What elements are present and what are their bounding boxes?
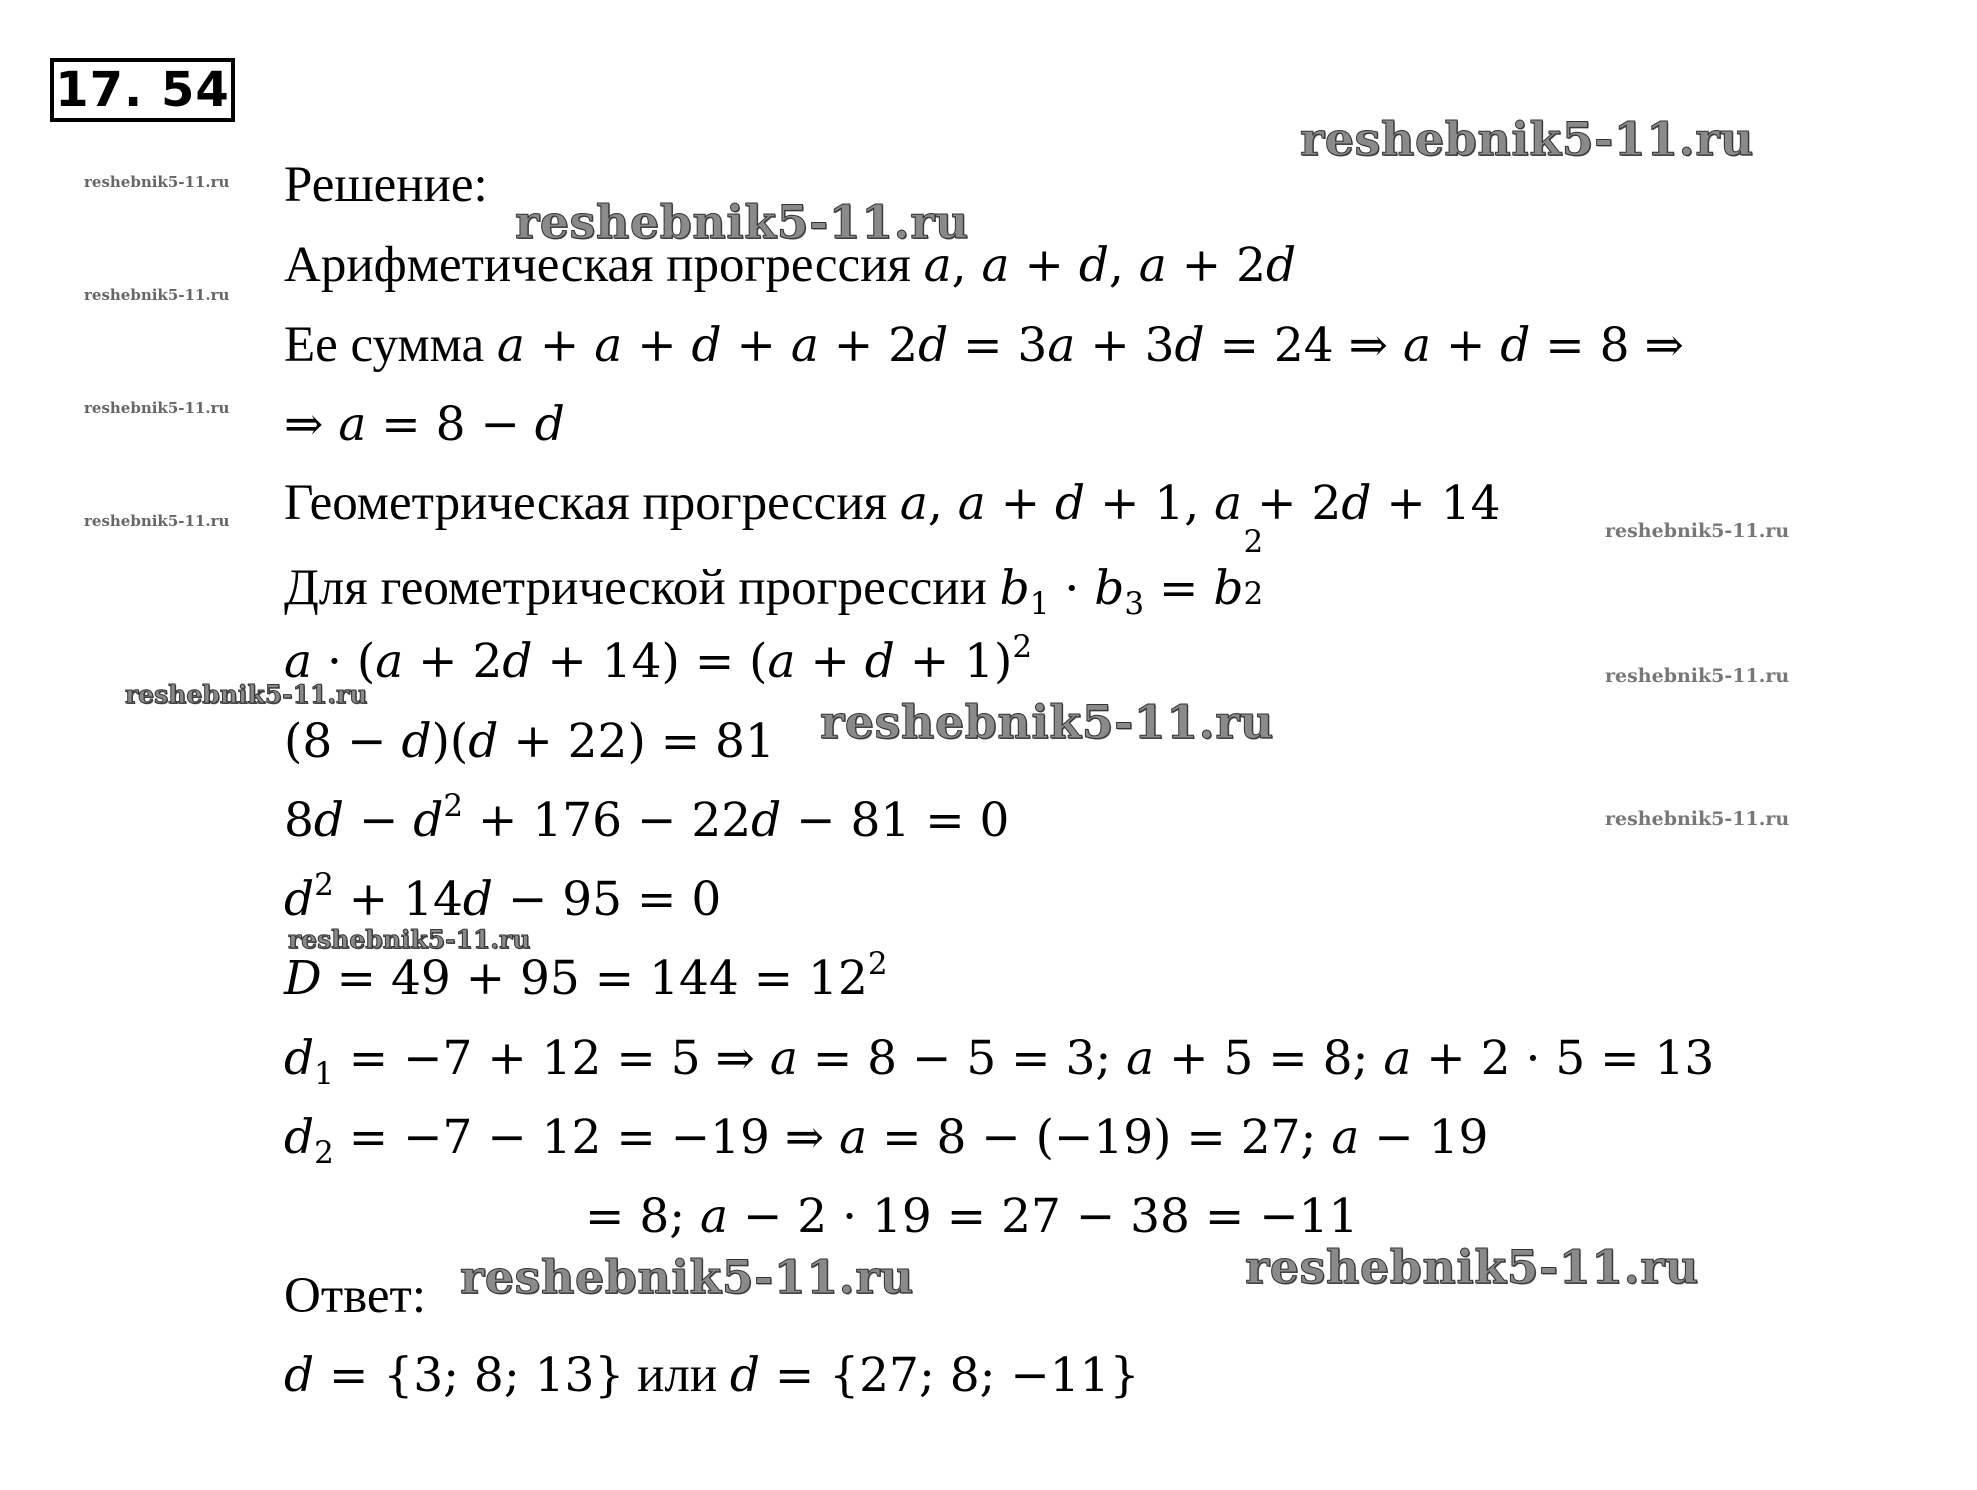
- problem-number: 17. 54: [50, 58, 235, 122]
- watermark: reshebnik5-11.ru: [84, 173, 230, 191]
- arithmetic-progression-line: Арифметическая прогрессия a, a + d, a + 2d: [284, 237, 1297, 293]
- root-2-line: $d_2 = -7 - 12 = -19$ ⇒ a = 8 − (−19) = 27; a − 19: [284, 1110, 1489, 1171]
- watermark: reshebnik5-11.ru: [84, 512, 230, 530]
- geometric-property-line: Для геометрической прогрессии $b_1 \cdot b_3 = b$ 2 2: [284, 524, 1264, 622]
- discriminant-line: $D = 49 + 95 = 144 = 12^2$: [284, 946, 888, 1006]
- watermark: reshebnik5-11.ru: [1605, 665, 1790, 687]
- watermark: reshebnik5-11.ru: [515, 195, 969, 249]
- watermark: reshebnik5-11.ru: [125, 680, 368, 709]
- watermark: reshebnik5-11.ru: [288, 925, 531, 954]
- watermark: reshebnik5-11.ru: [84, 286, 230, 304]
- root-1-line: $d_1 = -7 + 12 = 5$ ⇒ a = 8 − 5 = 3; a + 5 = 8; a + 2 · 5 = 13: [284, 1031, 1715, 1092]
- watermark: reshebnik5-11.ru: [1245, 1240, 1699, 1294]
- answer-line: d = {3; 8; 13} или d = {27; 8; −11}: [284, 1347, 1140, 1403]
- a-expression-line: ⇒ a = 8 − d: [284, 397, 565, 452]
- quadratic-equation-line: $d^2 + 14d - 95 = 0$: [284, 867, 722, 927]
- watermark: reshebnik5-11.ru: [460, 1250, 914, 1304]
- answer-heading: Ответ:: [284, 1268, 426, 1324]
- watermark: reshebnik5-11.ru: [820, 695, 1274, 749]
- watermark: reshebnik5-11.ru: [1605, 808, 1790, 830]
- geometric-progression-line: Геометрическая прогрессия a, a + d + 1, a + 2d + 14: [284, 475, 1501, 531]
- equation-line-3: $8d - d^2 + 176 - 22d - 81 = 0$: [284, 788, 1010, 848]
- root-2-continuation-line: = 8; a − 2 · 19 = 27 − 38 = −11: [585, 1189, 1359, 1244]
- solution-heading: Решение:: [284, 157, 488, 213]
- equation-line-2: (8 − d)(d + 22) = 81: [284, 714, 775, 769]
- watermark: reshebnik5-11.ru: [84, 399, 230, 417]
- watermark: reshebnik5-11.ru: [1300, 112, 1754, 166]
- watermark: reshebnik5-11.ru: [1605, 520, 1790, 542]
- equation-line-1: $a \cdot (a + 2d + 14) = (a + d + 1)^2$: [284, 629, 1033, 689]
- sum-line: Ее сумма a + a + d + a + 2d = 3a + 3d = 24 ⇒ a + d = 8 ⇒: [284, 317, 1684, 373]
